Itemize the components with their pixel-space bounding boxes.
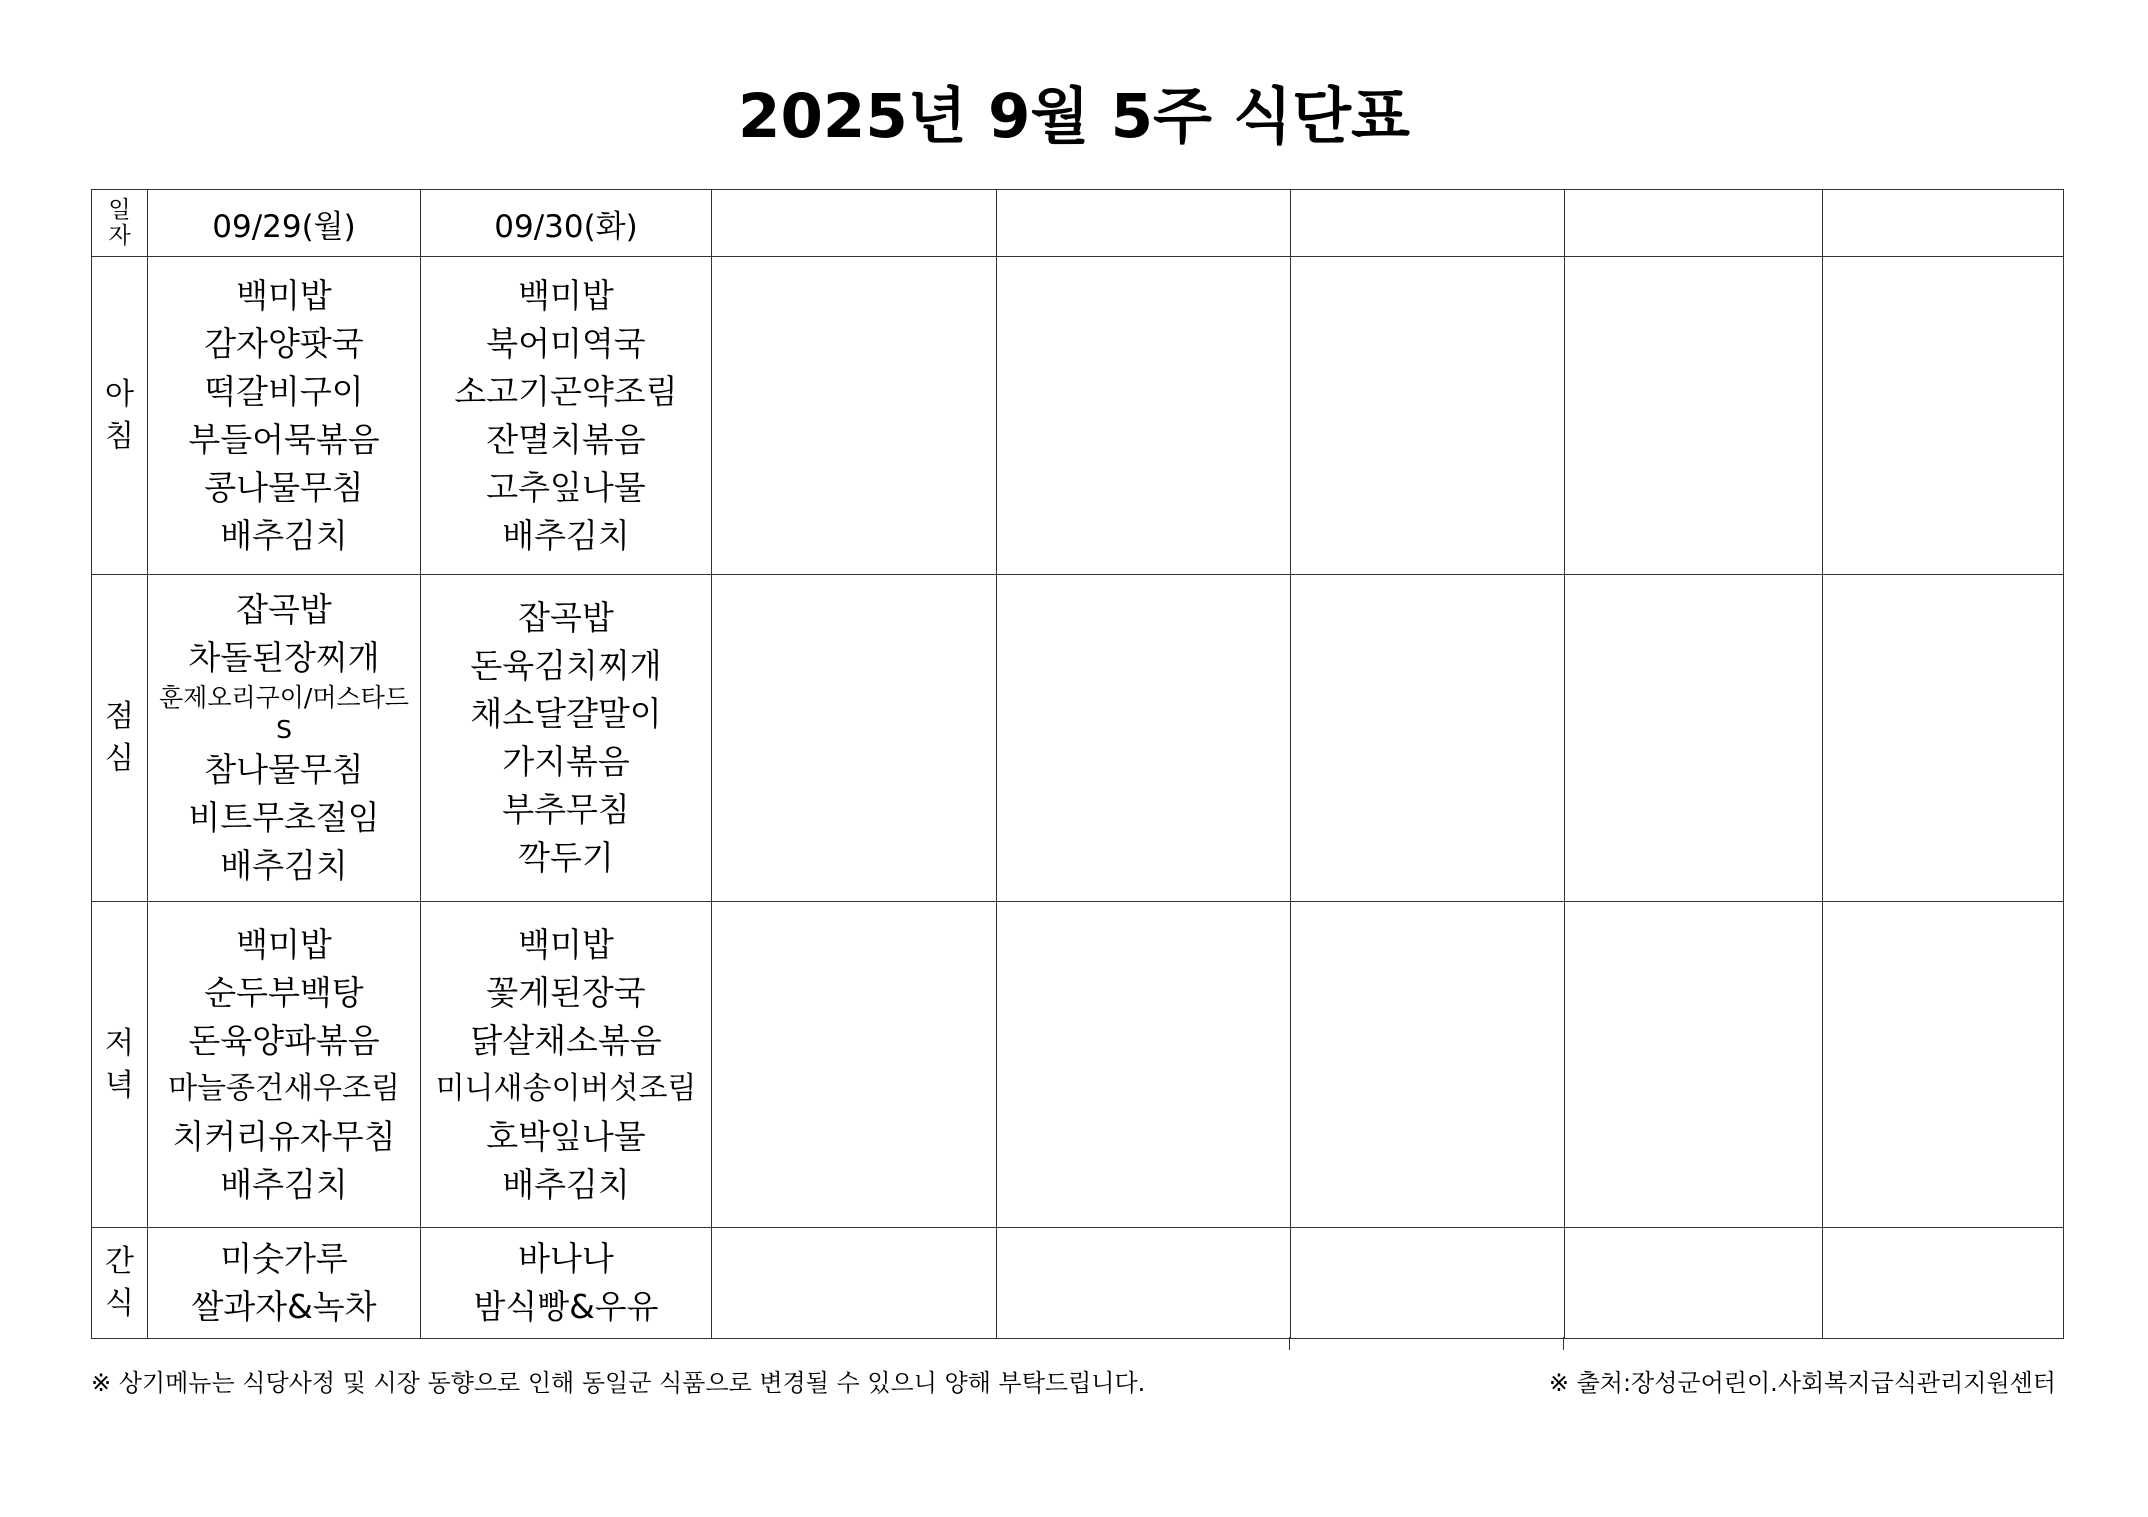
menu-cell-empty xyxy=(997,257,1291,575)
dish-item: 백미밥 xyxy=(236,275,332,315)
dish-item: 훈제오리구이/머스타드 xyxy=(159,683,409,712)
menu-cell-empty xyxy=(1565,1228,1823,1339)
menu-cell-empty xyxy=(997,575,1291,902)
dish-item: 잡곡밥 xyxy=(236,590,332,629)
date-cell: 09/30(화) xyxy=(421,190,712,257)
menu-cell-empty xyxy=(712,1228,997,1339)
label-char: 녁 xyxy=(105,1067,134,1103)
row-label-snack xyxy=(92,1228,148,1339)
dish-item: 밤식빵&우유 xyxy=(473,1287,659,1326)
date-cell xyxy=(1823,190,2064,257)
dish-item: 배추김치 xyxy=(220,515,348,555)
border-tick xyxy=(1563,1337,1564,1350)
dish-item: 치커리유자무침 xyxy=(172,1116,396,1156)
menu-cell-empty xyxy=(997,1228,1291,1339)
label-char: 점 xyxy=(105,699,134,734)
dish-item: 바나나 xyxy=(518,1239,614,1278)
dish-item: 부들어묵볶음 xyxy=(188,419,380,459)
dish-item: 닭살채소볶음 xyxy=(470,1020,662,1060)
date-cell xyxy=(1565,190,1823,257)
dish-item: 소고기곤약조림 xyxy=(454,371,678,411)
dish-item: S xyxy=(276,715,292,744)
dish-item: 잔멸치볶음 xyxy=(486,419,646,459)
border-tick xyxy=(1289,1337,1290,1350)
date-cell xyxy=(997,190,1291,257)
dish-item: 콩나물무침 xyxy=(204,467,364,507)
dish-item: 고추잎나물 xyxy=(486,467,646,507)
menu-cell-dinner-mon xyxy=(148,902,421,1228)
date-row xyxy=(92,190,2064,257)
dish-item: 북어미역국 xyxy=(486,323,646,363)
menu-cell-breakfast-mon xyxy=(148,257,421,575)
dinner-row xyxy=(92,902,2064,1228)
label-char: 자 xyxy=(108,223,131,249)
dish-item: 백미밥 xyxy=(236,924,332,964)
menu-cell-snack-mon xyxy=(148,1228,421,1339)
dish-item: 잡곡밥 xyxy=(518,598,614,637)
dish-item: 깍두기 xyxy=(518,838,614,877)
dish-item: 배추김치 xyxy=(220,846,348,885)
dish-item: 호박잎나물 xyxy=(486,1116,646,1156)
dish-item: 가지볶음 xyxy=(502,742,630,781)
row-label-date xyxy=(92,190,148,257)
breakfast-row xyxy=(92,257,2064,575)
dish-item: 돈육양파볶음 xyxy=(188,1020,380,1060)
dish-item: 배추김치 xyxy=(502,1164,630,1204)
menu-cell-empty xyxy=(1823,575,2064,902)
menu-cell-empty xyxy=(712,902,997,1228)
dish-item: 돈육김치찌개 xyxy=(470,646,662,685)
row-label-breakfast xyxy=(92,257,148,575)
menu-cell-empty xyxy=(1823,257,2064,575)
menu-cell-empty xyxy=(1823,902,2064,1228)
label-char: 일 xyxy=(108,197,131,223)
menu-cell-empty xyxy=(1565,575,1823,902)
date-cell: 09/29(월) xyxy=(148,190,421,257)
footnote-disclaimer: ※ 상기메뉴는 식당사정 및 시장 동향으로 인해 동일군 식품으로 변경될 수 있으니 양해 부탁드립니다. xyxy=(91,1369,1146,1397)
footnote-source: ※ 출처:장성군어린이.사회복지급식관리지원센터 xyxy=(1548,1369,2056,1397)
dish-item: 감자양팟국 xyxy=(204,323,364,363)
label-char: 저 xyxy=(105,1025,134,1061)
menu-cell-empty xyxy=(712,575,997,902)
menu-cell-breakfast-tue xyxy=(421,257,712,575)
row-label-dinner xyxy=(92,902,148,1228)
menu-cell-empty xyxy=(1565,257,1823,575)
label-char: 식 xyxy=(105,1286,134,1321)
menu-cell-empty xyxy=(1565,902,1823,1228)
dish-item: 부추무침 xyxy=(502,790,630,829)
dish-item: 배추김치 xyxy=(220,1164,348,1204)
menu-cell-empty xyxy=(997,902,1291,1228)
dish-item: 채소달걀말이 xyxy=(470,694,662,733)
lunch-row xyxy=(92,575,2064,902)
menu-cell-empty xyxy=(1291,575,1565,902)
menu-cell-snack-tue xyxy=(421,1228,712,1339)
menu-cell-empty xyxy=(1291,1228,1565,1339)
dish-item: 순두부백탕 xyxy=(204,972,364,1012)
menu-cell-empty xyxy=(712,257,997,575)
dish-item: 비트무초절임 xyxy=(188,798,380,837)
snack-row xyxy=(92,1228,2064,1339)
meal-plan-table xyxy=(91,189,2064,1339)
dish-item: 꽃게된장국 xyxy=(486,972,646,1012)
date-cell xyxy=(1291,190,1565,257)
page-title: 2025년 9월 5주 식단표 xyxy=(738,81,1410,152)
dish-item: 배추김치 xyxy=(502,515,630,555)
label-char: 간 xyxy=(105,1244,134,1279)
label-char: 심 xyxy=(105,741,134,776)
dish-item: 마늘종건새우조림 xyxy=(168,1070,400,1106)
menu-cell-empty xyxy=(1823,1228,2064,1339)
label-char: 아 xyxy=(105,376,134,412)
menu-cell-empty xyxy=(1291,902,1565,1228)
date-cell xyxy=(712,190,997,257)
dish-item: 미니새송이버섯조림 xyxy=(435,1070,697,1106)
menu-cell-empty xyxy=(1291,257,1565,575)
dish-item: 떡갈비구이 xyxy=(204,371,364,411)
menu-cell-lunch-mon xyxy=(148,575,421,902)
menu-cell-lunch-tue xyxy=(421,575,712,902)
dish-item: 참나물무침 xyxy=(204,750,364,789)
dish-item: 백미밥 xyxy=(518,275,614,315)
dish-item: 백미밥 xyxy=(518,924,614,964)
dish-item: 미숫가루 xyxy=(220,1239,348,1278)
label-char: 침 xyxy=(105,418,134,454)
dish-item: 차돌된장찌개 xyxy=(188,638,380,677)
menu-cell-dinner-tue xyxy=(421,902,712,1228)
row-label-lunch xyxy=(92,575,148,902)
dish-item: 쌀과자&녹차 xyxy=(191,1287,377,1326)
